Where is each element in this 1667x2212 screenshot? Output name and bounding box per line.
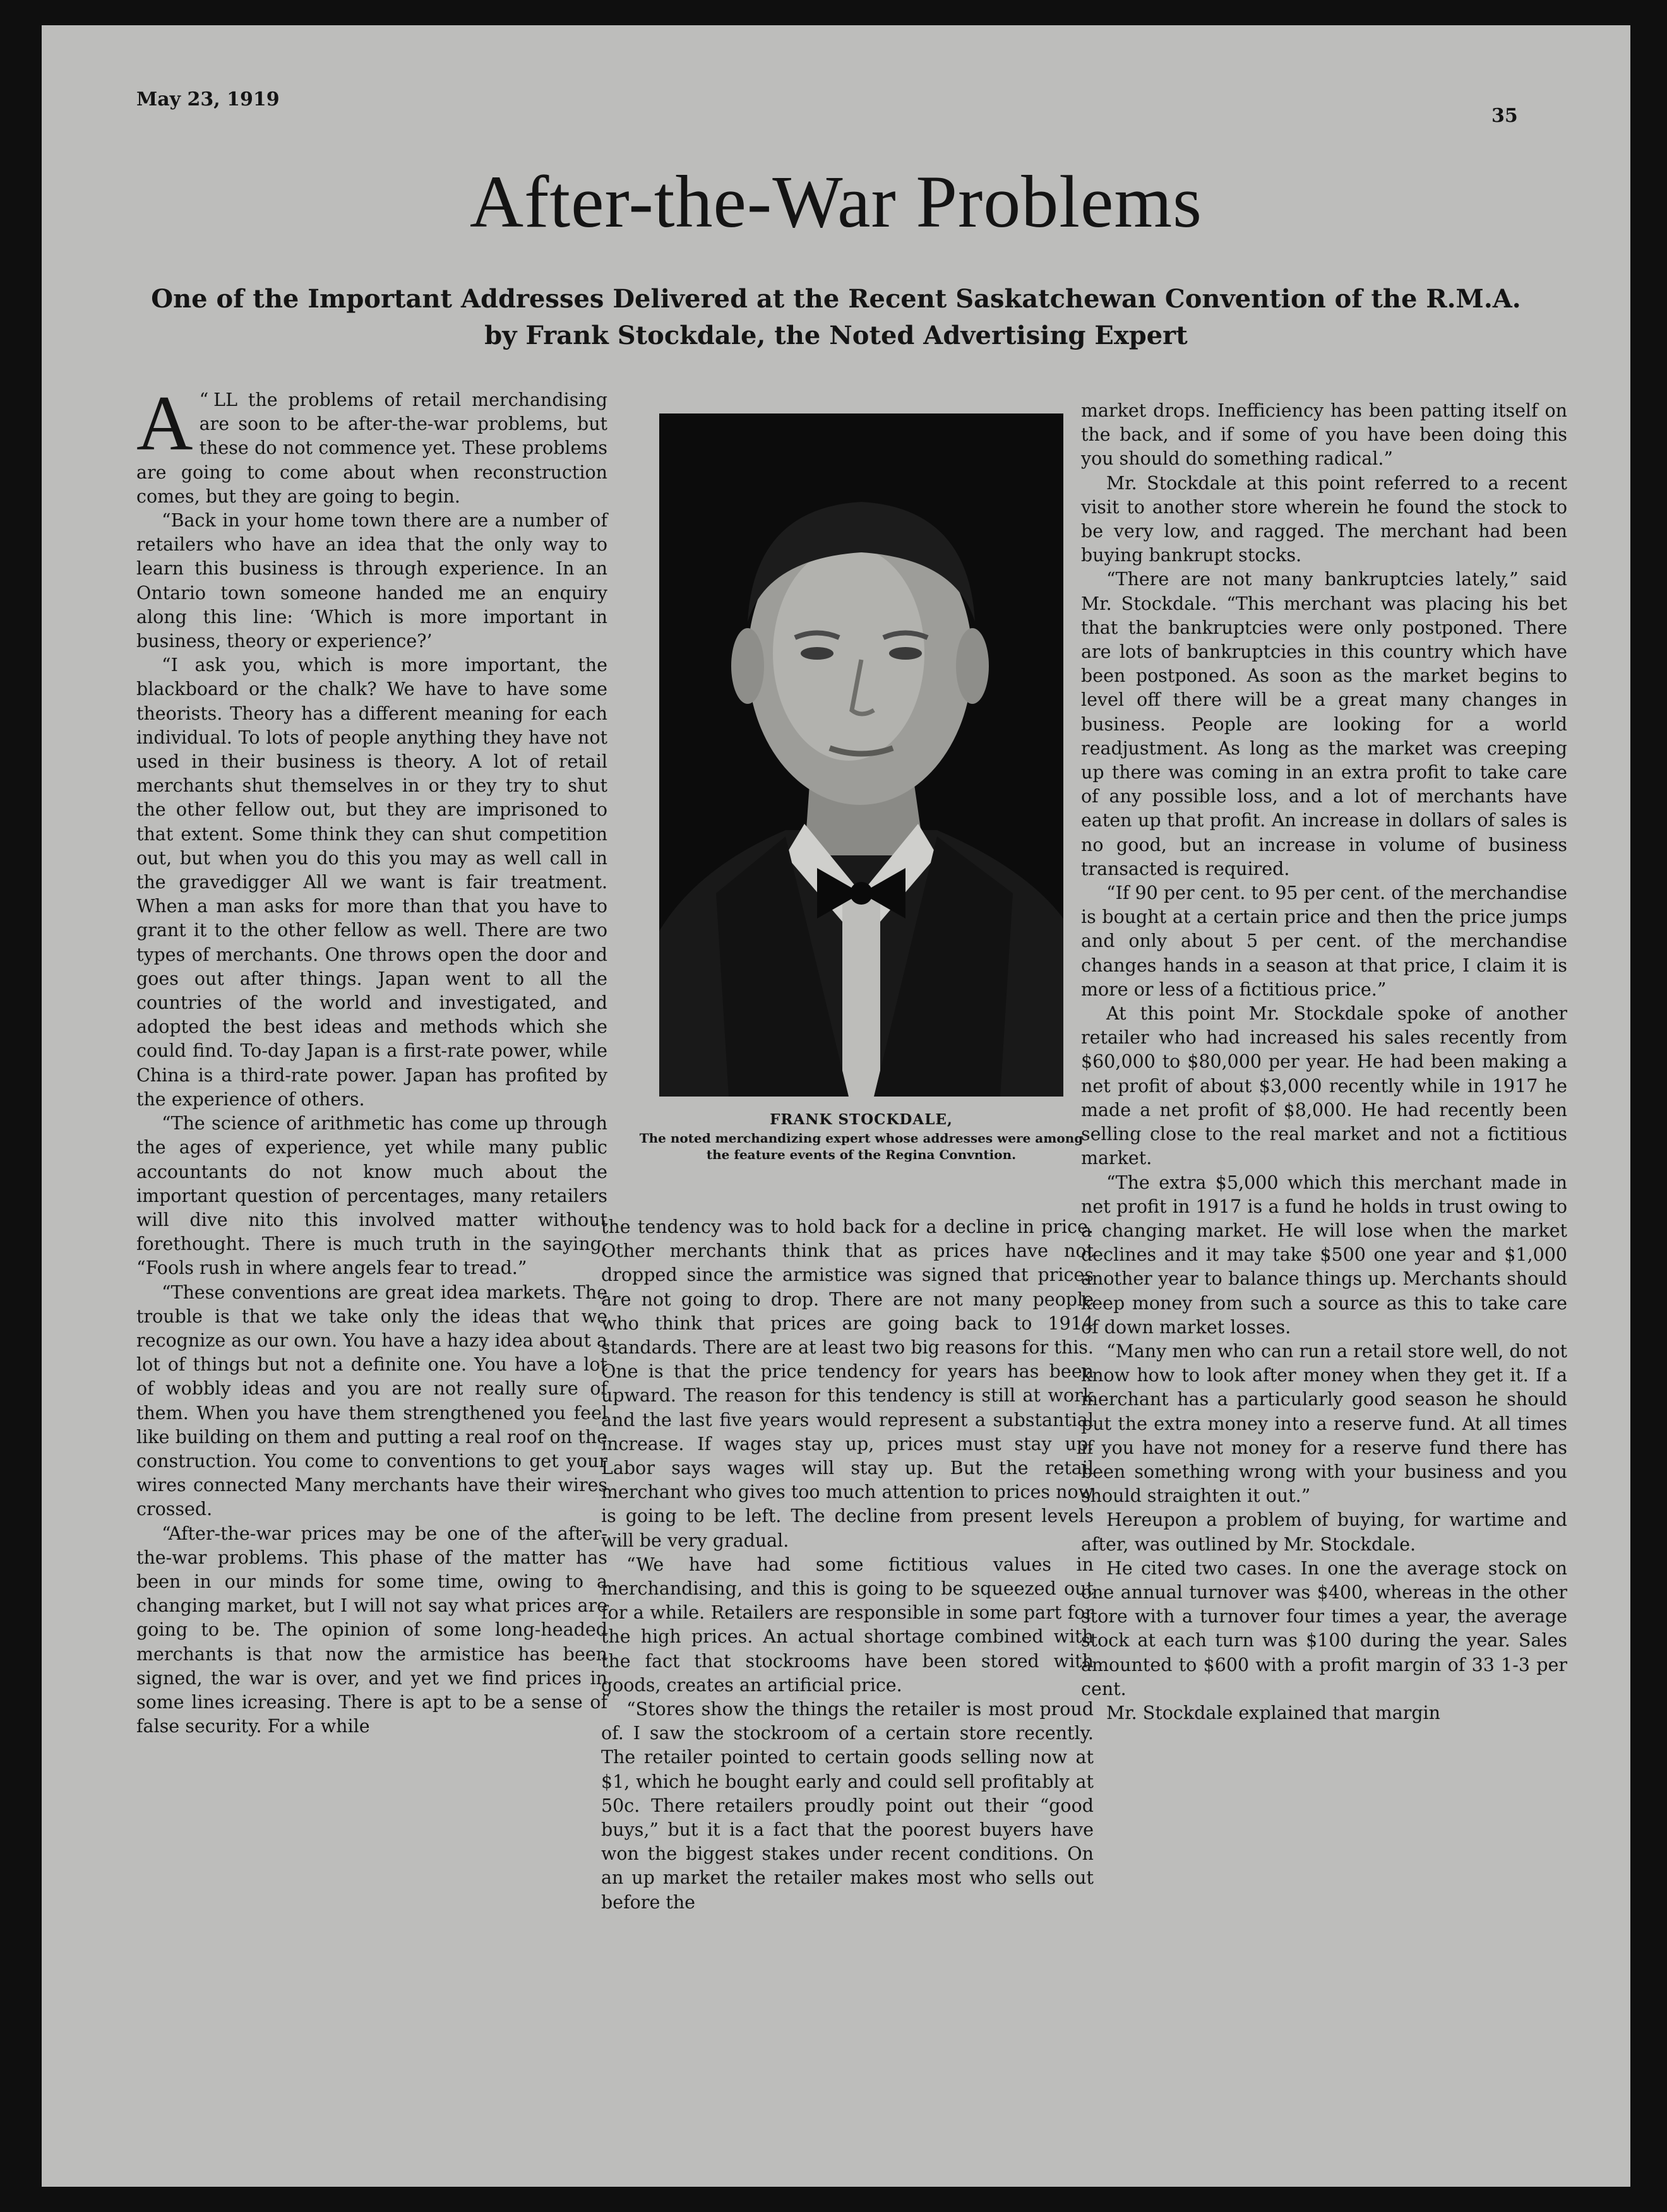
paragraph: Mr. Stockdale explained that margin <box>1106 1702 1441 1723</box>
opening-paragraph-text: LL the problems of retail merchandising are soon to be after-the-war problems, but these do not commence yet. These problems are going to come about when reconstruction comes, but they are going to begin. <box>136 389 607 507</box>
paragraph: “The extra $5,000 which this merchant made in net profit in 1917 is a fund he holds in trust owing to a changing market. He will lose when the market declines and it may take $500 one year and $1,000 another year to balance things up. Merchants should keep money from such a source as this to take care of down market losses. <box>1081 1172 1567 1338</box>
paragraph: “Stores show the things the retailer is most proud of. I saw the stockroom of a certain store recently. The retailer pointed to certain goods selling now at $1, which he bought early and could sell profitably at 50c. There retailers proudly point out their “good buys,” but it is a fact that the poorest buyers have won the biggest stakes under recent conditions. On an up market the retailer makes most who sells out before the <box>601 1699 1094 1913</box>
portrait-illustration <box>659 413 1063 1097</box>
paragraph: “If 90 per cent. to 95 per cent. of the merchandise is bought at a certain price and then the price jumps and only about 5 per cent. of the merchandise changes hands in a season at that price, I claim it is more or less of a fictitious price.” <box>1081 883 1567 1000</box>
issue-date: May 23, 1919 <box>136 88 280 110</box>
paragraph: Hereupon a problem of buying, for wartime and after, was outlined by Mr. Stockdale. <box>1081 1509 1567 1555</box>
magazine-page <box>42 25 1630 2187</box>
portrait-photo <box>659 413 1063 1097</box>
article-column-2 <box>601 1215 1094 1915</box>
article-subtitle: One of the Important Addresses Delivered at the Recent Saskatchewan Convention of the R.M.A. by Frank Stockdale, the Noted Advertising Expert <box>151 284 1521 350</box>
paragraph: Mr. Stockdale at this point referred to a recent visit to another store wherein he found the stock to be very low, and ragged. The merchant had been buying bankrupt stocks. <box>1081 472 1567 566</box>
opening-paragraph <box>136 380 607 509</box>
paragraph: “After-the-war prices may be one of the after-the-war problems. This phase of the matter has been in our minds for some time, owing to a changing market, but I will not say what prices are going to be. The opinion of some long-headed merchants is that now the armistice has been signed, the war is over, and yet we find prices in some lines icreasing. There is apt to be a sense of false security. For a while <box>136 1523 607 1737</box>
page-number: 35 <box>1491 105 1518 127</box>
drop-cap: A <box>136 380 193 467</box>
paragraph: “Many men who can run a retail store well, do not know how to look after money when they get it. If a merchant has a particularly good season he should put the extra money into a reserve fund. At all times if you have not money for a reserve fund there has been something wrong with your business and you should straighten it out.” <box>1081 1340 1567 1507</box>
paragraph: “We have had some fictitious values in merchandising, and this is going to be squeezed out for a while. Retailers are responsible in some part for the high prices. An actual shortage combined with the fact that stockrooms have been stored with goods, creates an artificial price. <box>601 1554 1094 1696</box>
paragraph: “Back in your home town there are a number of retailers who have an idea that the only way to learn this business is through experience. In an Ontario town someone handed me an enquiry along this line: ‘Which is more important in business, theory or experience?’ <box>136 510 607 652</box>
caption-name: FRANK STOCKDALE, <box>770 1111 953 1128</box>
paragraph: market drops. Inefficiency has been patting itself on the back, and if some of you have been doing this you should do something radical.” <box>1081 400 1567 470</box>
opening-quote-mark: “ <box>199 389 209 410</box>
paragraph: “There are not many bankruptcies lately,” said Mr. Stockdale. “This merchant was placing his bet that the bankruptcies were only postponed. There are lots of bankruptcies in this country which have been postponed. As soon as the market begins to level off there will be a great many changes in business. People are looking for a world readjustment. As long as the market was creeping up there was coming in an extra profit to take care of any possible loss, and a lot of merchants have eaten up that profit. An increase in dollars of sales is no good, but an increase in volume of business transacted is required. <box>1081 569 1567 879</box>
paragraph: “These conventions are great idea markets. The trouble is that we take only the ideas that we recognize as our own. You have a hazy idea about a lot of things but not a definite one. You have a lot of wobbly ideas and you are not really sure of them. When you have them strengthened you feel like building on them and putting a real roof on the construction. You come to conventions to get your wires connected Many merchants have their wires crossed. <box>136 1281 607 1520</box>
paragraph: the tendency was to hold back for a decline in price. Other merchants think that as prices have not dropped since the armistice was signed that prices are not going to drop. There are not many people who think that prices are going back to 1914 standards. There are at least two big reasons for this. One is that the price tendency for years has been upward. The reason for this tendency is still at work and the last five years would represent a substantial increase. If wages stay up, prices must stay up. Labor says wages will stay up. But the retail merchant who gives too much attention to prices now is going to be left. The decline from present levels will be very gradual. <box>601 1216 1094 1551</box>
paragraph: “The science of arithmetic has come up through the ages of experience, yet while many public accountants do not know much about the important question of percentages, many retailers will dive nito this involved matter without forethought. There is much truth in the saying, “Fools rush in where angels fear to tread.” <box>136 1113 607 1279</box>
article-title: After-the-War Problems <box>469 160 1203 243</box>
caption-text: The noted merchandizing expert whose addresses were among the feature events of the Regina Convntion. <box>639 1131 1084 1162</box>
paragraph: He cited two cases. In one the average stock on one annual turnover was $400, whereas in the other store with a turnover four times a year, the average stock at each turn was $100 during the year. Sales amounted to $600 with a profit margin of 33 1-3 per cent. <box>1081 1557 1567 1699</box>
article-column-3 <box>1081 399 1567 1725</box>
article-column-1 <box>136 380 607 1739</box>
photo-caption <box>635 1110 1087 1163</box>
paragraph: “I ask you, which is more important, the blackboard or the chalk? We have to have some theorists. Theory has a different meaning for each individual. To lots of people anything they have not used in their business is theory. A lot of retail merchants shut themselves in or they try to shut the other fellow out, but they are imprisoned to that extent. Some think they can shut competition out, but when you do this you may as well call in the gravedigger All we want is fair treatment. When a man asks for more than that you have to grant it to the other fellow as well. There are two types of merchants. One throws open the door and goes out after things. Japan went to all the countries of the world and investigated, and adopted the best ideas and methods which she could find. To-day Japan is a first-rate power, while China is a third-rate power. Japan has profited by the experience of others. <box>136 655 607 1110</box>
paragraph: At this point Mr. Stockdale spoke of another retailer who had increased his sales recently from $60,000 to $80,000 per year. He had been making a net profit of about $3,000 recently while in 1917 he made a net profit of $8,000. He had recently been selling close to the real market and not a fictitious market. <box>1081 1003 1567 1169</box>
